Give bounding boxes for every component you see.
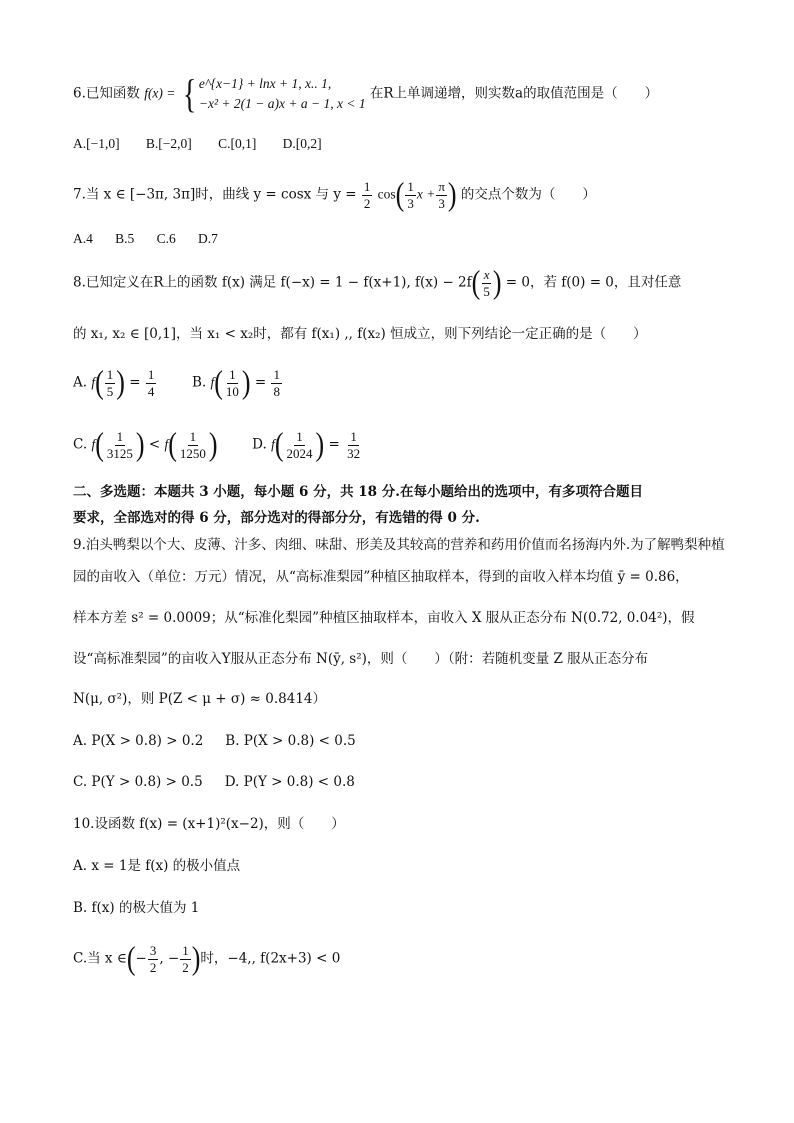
question-8-options-ab: A. f( $\frac{1}{5}$ ) = $\frac{1}{4}$ B. f( $\frac{1}{10}$ ) = $\frac{1}{8}$ [73,364,280,401]
math-part: 3 [438,195,445,211]
question-7-stem: 7.当 x ∈ [−3π, 3π]时，曲线 y = cosx 与 y = $\frac{1}{2}$ cos( $\frac{1}{3}$ x + $\frac{\pi}{3}$ ) 的交点个数为（ ） [73,176,596,213]
math-part: 2 [363,195,371,211]
parenthesis: ) [447,176,457,213]
fraction [285,430,315,460]
section-2-line1: 二、多选题：本题共 3 小题，每小题 6 分，共 18 分.在每小题给出的选项中，有多项符合题目 [73,484,643,500]
math-part: 1 [363,179,371,194]
fraction [148,944,159,974]
question-9-line1: 9.泊头鸭梨以个大、皮薄、汁多、肉细、味甜、形美及其较高的营养和药用价值而名扬海内外.为了解鸭梨种植 [73,537,725,553]
math-part: e^{x−1} + lnx + 1, x.. 1, −x² + 2(1 − a)x + a − 1, x < 1 [198,76,366,111]
parenthesis: ( [471,264,481,301]
question-6-stem: 6.已知函数 f(x) = { e^{x−1} + lnx + 1, x.. 1, −x² + 2(1 − a)x + a − 1, x < 1 在R上单调递增，则实数a的取值范围是（ ） [73,71,659,116]
question-9-line5: N(μ, σ²)，则 P(Z < μ + σ) ≈ 0.8414） [73,691,327,707]
parenthesis: ) [315,426,325,463]
math-part: 1250 [179,445,206,461]
math-part: 5 [106,383,114,399]
question-9-options-cd: C. P(Y > 0.8) > 0.5 D. P(Y > 0.8) < 0.8 [73,774,355,790]
math-part: 2024 [286,445,313,461]
math-part: 3125 [106,445,133,461]
math-part: 3 [407,195,414,211]
parenthesis: ( [126,940,136,977]
question-8-line2: 的 x₁, x₂ ∈ [0,1]，当 x₁ < x₂时，都有 f(x₁) ,, f(x₂) 恒成立，则下列结论一定正确的是（ ） [73,326,647,342]
math-part: 1 [182,943,189,958]
fraction [105,368,116,398]
question-10-stem: 10.设函数 f(x) = (x+1)²(x−2)，则（ ） [73,816,345,832]
math-part: 1 [229,367,236,382]
math-part: 2 [182,959,189,975]
fraction [178,430,208,460]
question-10-option-c: C.当 x ∈(− $\frac{3}{2}$ , − $\frac{1}{2}$ )时，−4,, f(2x+3) < 0 [73,940,341,977]
parenthesis: ( [395,176,405,213]
math-part: 32 [347,445,361,461]
math-part: 1 [147,367,155,382]
question-6-options: A.[−1,0] B.[−2,0] C.[0,1] D.[0,2] [73,136,322,151]
parenthesis: ) [208,426,218,463]
left-brace: { [182,71,197,116]
fraction [345,430,362,460]
section-2-line2: 要求，全部选对的得 6 分，部分选对的得部分分，有选错的得 0 分. [73,510,480,526]
math-part: 10 [225,383,239,399]
piecewise-function [180,71,366,116]
parenthesis: ( [274,426,284,463]
question-9-options-ab: A. P(X > 0.8) > 0.2 B. P(X > 0.8) < 0.5 [73,733,356,749]
parenthesis: ( [214,364,223,401]
question-8-line1: 8.已知定义在R上的函数 f(x) 满足 f(−x) = 1 − f(x+1), f(x) − 2f( $\frac{x}{5}$ ) = 0，若 f(0) = 0，且对任意 [73,264,682,301]
parenthesis: ) [116,364,125,401]
parenthesis: ( [95,364,104,401]
math-part: 3 [149,943,157,958]
parenthesis: ) [241,364,251,401]
math-part: 1 [273,367,280,382]
math-part: 2 [149,959,157,975]
parenthesis: ) [135,426,145,463]
fraction [362,180,373,210]
question-10-option-b: B. f(x) 的极大值为 1 [73,900,200,916]
math-part: 1 [116,429,124,444]
fraction [105,430,135,460]
parenthesis: ) [492,264,502,301]
question-9-line4: 设“高标准梨园”的亩收入Y服从正态分布 N(ȳ, s²)，则（ ）（附：若随机变量 Z 服从正态分布 [73,651,649,667]
math-part: 1 [407,179,414,194]
fraction [405,180,416,210]
question-10-option-a: A. x = 1是 f(x) 的极小值点 [73,858,241,874]
math-part: 4 [147,383,155,399]
parenthesis: ( [168,426,177,463]
fraction [224,368,241,398]
math-part: 1 [296,429,303,444]
parenthesis: ) [191,940,201,977]
math-part: π [438,179,445,194]
question-9-line3: 样本方差 s² = 0.0009；从“标准化梨园”种植区抽取样本，亩收入 X 服从正态分布 N(0.72, 0.04²)，假 [73,610,695,626]
math-part: x [483,267,490,282]
fraction [180,944,191,974]
math-part: 1 [106,367,114,382]
fraction [146,368,157,398]
fraction [436,180,447,210]
question-8-options-cd: C. f( $\frac{1}{3125}$ ) < f( $\frac{1}{1250}$ ) D. f( $\frac{1}{2024}$ ) = $\frac{1}{32}$ [73,426,361,463]
question-7-options: A.4 B.5 C.6 D.7 [73,231,218,246]
question-9-line2: 园的亩收入（单位：万元）情况，从“高标准梨园”种植区抽取样本，得到的亩收入样本均值 ȳ = 0.86， [73,569,689,585]
parenthesis: ( [95,426,104,463]
math-part: 1 [350,429,357,444]
fraction [271,368,282,398]
math-part: 8 [273,383,280,399]
fraction [481,268,492,298]
math-part: 1 [189,429,197,444]
math-part: 5 [483,283,490,299]
